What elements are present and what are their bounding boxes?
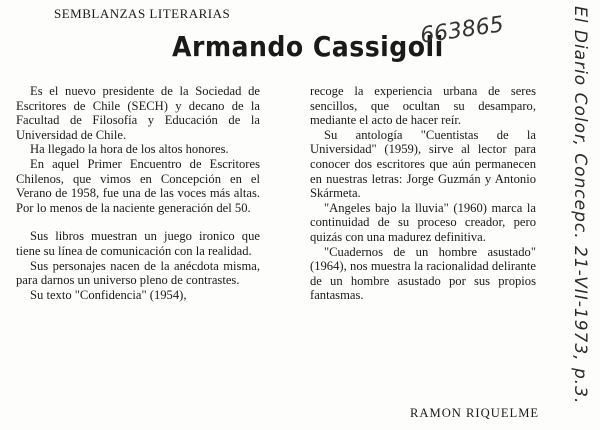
paragraph: Ha llegado la hora de los altos honores. xyxy=(30,142,229,157)
paragraph: "Cuadernos de un hombre asustado" (1964), nos muestra la racionalidad delirante de un hombre asustado por sus propios fantasmas. xyxy=(310,244,536,303)
author-signature: RAMON RIQUELME xyxy=(410,406,540,420)
paragraph: Su texto "Confidencia" (1954), xyxy=(30,287,187,302)
handwritten-margin-note: El Diario Color, Concepc. 21-VII-1973, p.3. xyxy=(570,6,590,405)
paragraph: En aquel Primer Encuentro de Escritores Chilenos, que vimos en Concepción en el Verano de 1958, fue una de las voces más altas. Por lo menos de la naciente generación del 50. xyxy=(16,156,260,215)
handwritten-number: 663865 xyxy=(418,12,506,49)
paragraph: Su antología "Cuentistas de la Universidad" (1959), sirve al lector para conocer dos escritores que aún permanecen en nuestras letras: Jorge Guzmán y Antonio Skármeta. xyxy=(310,127,536,201)
paragraph: Es el nuevo presidente de la Sociedad de Escritores de Chile (SECH) y decano de la Facultad de Filosofía y Educación de la Universidad de Chile. xyxy=(16,84,260,142)
article-column-1 xyxy=(16,84,260,302)
paragraph: "Angeles bajo la lluvia" (1960) marca la continuidad de su proceso creador, pero quizás con una madurez definitiva. xyxy=(310,200,536,244)
paragraph: Sus libros muestran un juego ironico que tiene su línea de comunicación con la realidad. xyxy=(16,229,260,258)
paragraph: Sus personajes nacen de la anécdota misma, para darnos un universo pleno de contrastes. xyxy=(16,258,260,288)
article-title: Armando Cassigoli xyxy=(172,30,444,63)
paragraph: recoge la experiencia urbana de seres sencillos, que ocultan su desamparo, mediante el acto de hacer reír. xyxy=(310,84,536,128)
article-column-2 xyxy=(310,84,536,303)
section-heading: SEMBLANZAS LITERARIAS xyxy=(54,6,231,21)
